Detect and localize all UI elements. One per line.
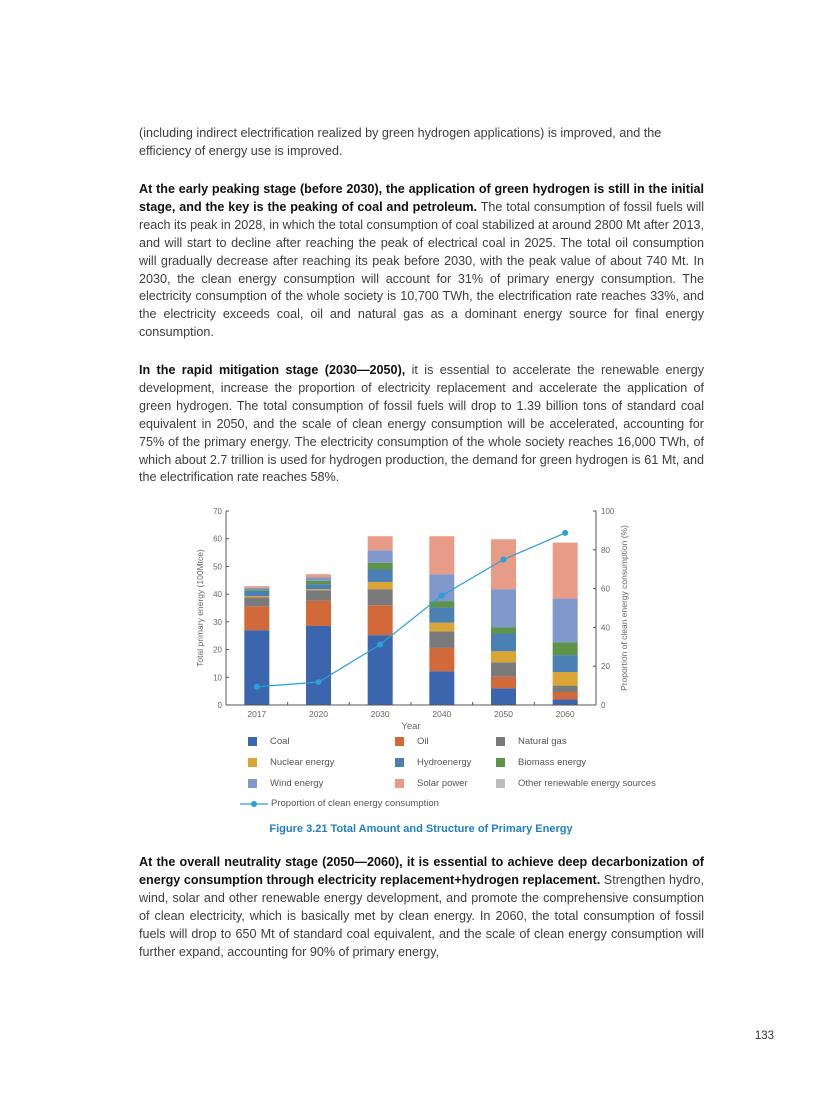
bar-segment-natural-gas	[429, 631, 454, 648]
line-data-point	[254, 684, 260, 690]
figure-caption: Figure 3.21 Total Amount and Structure of Primary Energy	[269, 823, 573, 835]
x-axis-label: Year	[401, 721, 421, 732]
bar-segment-solar-power	[553, 543, 578, 599]
clean-energy-proportion-line	[257, 533, 565, 687]
legend-swatch-icon	[248, 779, 257, 788]
right-axis-tick-label: 60	[601, 584, 610, 594]
x-axis-tick-label: 2060	[555, 709, 575, 719]
bar-segment-solar-power	[244, 586, 269, 588]
x-axis-tick-label: 2020	[309, 709, 328, 719]
left-axis-tick-label: 60	[213, 534, 222, 544]
right-axis-tick-label: 0	[601, 701, 606, 710]
paragraph-overall-neutrality-bold: At the overall neutrality stage (2050—2060), it is essential to achieve deep decarbonization of energy consumption through electricity replacement+hydrogen replacement.	[139, 855, 704, 887]
legend-label: Nuclear energy	[270, 757, 335, 768]
bar-segment-oil	[429, 648, 454, 671]
x-axis-tick-label: 2040	[432, 709, 452, 719]
left-axis-tick-label: 30	[213, 617, 222, 627]
legend-label: Wind energy	[270, 778, 324, 789]
legend-item-biomass-energy	[496, 757, 586, 768]
bar-segment-nuclear-energy	[306, 589, 331, 590]
paragraph-early-peaking-text: The total consumption of fossil fuels will reach its peak in 2028, in which the total consumption of coal stabilized at around 2800 Mt after 2013, and will start to decline after reaching the peak of electrical coal in 2025. The total oil consumption will gradually decrease after reaching its peak before 2030, with the peak value of about 740 Mt. In 2030, the clean energy consumption will account for 31% of primary energy consumption. The electricity consumption of the whole society is 10,700 TWh, the electrification rate reaches 33%, and the electricity exceeds coal, oil and natural gas as a dominant energy source for final energy consumption.	[139, 199, 705, 340]
line-marker-icon	[240, 799, 268, 809]
line-data-point	[316, 679, 322, 685]
bar-segment-wind-energy	[491, 589, 516, 627]
bar-segment-hydroenergy	[244, 591, 269, 596]
bar-segment-biomass-energy	[368, 563, 393, 570]
left-axis-tick-label: 70	[213, 507, 222, 516]
bar-segment-coal	[429, 671, 454, 705]
legend-item-nuclear-energy	[248, 757, 334, 768]
legend-swatch-icon	[395, 758, 404, 767]
bar-segment-nuclear-energy	[429, 623, 454, 632]
legend-item-other-renewable-energy-sources	[496, 778, 656, 789]
bar-segment-hydroenergy	[429, 607, 454, 622]
legend-label: Coal	[270, 736, 290, 747]
right-axis-tick-label: 40	[601, 623, 610, 633]
bar-segment-coal	[553, 699, 578, 705]
left-axis-tick-label: 40	[213, 590, 222, 600]
legend-swatch-icon	[395, 779, 404, 788]
line-data-point	[439, 593, 445, 599]
left-axis-tick-label: 0	[217, 701, 222, 710]
bar-segment-biomass-energy	[306, 581, 331, 584]
legend-swatch-icon	[248, 737, 257, 746]
legend-swatch-icon	[496, 758, 505, 767]
paragraph-early-peaking	[139, 181, 704, 342]
right-axis-tick-label: 20	[601, 662, 610, 672]
bar-segment-wind-energy	[553, 599, 578, 643]
legend-swatch-icon	[395, 737, 404, 746]
paragraph-intro-text: (including indirect electrification realized by green hydrogen applications) is improved, and the efficiency of energy use is improved.	[139, 126, 662, 158]
left-axis-tick-label: 20	[213, 645, 222, 655]
legend-item-solar-power	[395, 778, 468, 789]
legend-item-wind-energy	[248, 778, 323, 789]
legend-label: Natural gas	[518, 736, 567, 747]
x-axis-tick-label: 2030	[370, 709, 390, 719]
y2-axis-label: Proportion of clean energy consumption (%)	[619, 525, 629, 691]
y-axis-label: Total primary energy (100Mtce)	[195, 549, 205, 667]
bar-segment-nuclear-energy	[244, 596, 269, 597]
paragraph-overall-neutrality	[139, 854, 704, 961]
legend-label: Hydroenergy	[417, 757, 472, 768]
legend-swatch-icon	[496, 737, 505, 746]
bar-segment-oil	[491, 677, 516, 689]
line-data-point	[377, 641, 383, 647]
paragraph-rapid-mitigation-bold: In the rapid mitigation stage (2030—2050),	[139, 363, 406, 377]
bar-segment-wind-energy	[244, 588, 269, 590]
x-axis-tick-label: 2017	[247, 709, 267, 719]
bar-segment-coal	[491, 688, 516, 705]
paragraph-overall-neutrality-text: Strengthen hydro, wind, solar and other renewable energy development, and promote the comprehensive consumption of clean electricity, which is basically met by clean energy. In 2060, the total consumption of fossil fuels will drop to 650 Mt of standard coal equivalent, and the scale of clean energy consumption will further expand, accounting for 90% of primary energy,	[139, 872, 704, 959]
right-axis-tick-label: 100	[601, 507, 615, 516]
bar-segment-wind-energy	[368, 550, 393, 562]
legend-item-clean-energy-proportion	[240, 798, 439, 809]
right-axis-tick-label: 80	[601, 545, 610, 555]
left-axis-tick-label: 10	[213, 673, 222, 683]
legend-item-hydroenergy	[395, 757, 471, 768]
bar-segment-natural-gas	[306, 590, 331, 601]
bar-segment-biomass-energy	[491, 627, 516, 633]
bar-segment-natural-gas	[244, 597, 269, 606]
x-axis-tick-label: 2050	[494, 709, 513, 719]
bar-segment-natural-gas	[553, 686, 578, 692]
bar-segment-natural-gas	[368, 589, 393, 605]
bar-segment-nuclear-energy	[553, 672, 578, 686]
bar-segment-nuclear-energy	[491, 651, 516, 662]
legend-swatch-icon	[248, 758, 257, 767]
left-axis-tick-label: 50	[213, 562, 222, 572]
bar-segment-wind-energy	[306, 578, 331, 581]
line-data-point	[501, 557, 507, 563]
bar-segment-nuclear-energy	[368, 582, 393, 589]
bar-segment-solar-power	[306, 574, 331, 577]
bar-segment-oil	[553, 692, 578, 699]
bar-segment-coal	[306, 626, 331, 705]
paragraph-rapid-mitigation-text: it is essential to accelerate the renewable energy development, increase the proportion of electricity replacement and accelerate the application of green hydrogen. The total consumption of fossil fuels will drop to 1.39 billion tons of standard coal equivalent in 2050, and the scale of clean energy consumption will be accelerated, accounting for 75% of the primary energy. The electricity consumption of the whole society reaches 16,000 TWh, of which about 2.7 trillion is used for hydrogen production, the demand for green hydrogen is 61 Mt, and the electrification rate reaches 58%.	[139, 363, 704, 485]
paragraph-intro	[139, 125, 704, 161]
bar-segment-biomass-energy	[244, 589, 269, 590]
paragraph-early-peaking-bold: At the early peaking stage (before 2030), the application of green hydrogen is still in the initial stage, and the key is the peaking of coal and petroleum.	[139, 182, 704, 214]
bar-segment-oil	[368, 605, 393, 635]
bar-segment-natural-gas	[491, 662, 516, 676]
stacked-bar-chart	[185, 500, 645, 736]
bar-segment-hydroenergy	[553, 655, 578, 672]
bar-segment-coal	[244, 630, 269, 705]
paragraph-rapid-mitigation	[139, 362, 704, 487]
line-data-point	[562, 530, 568, 536]
legend-item-natural-gas	[496, 736, 567, 747]
legend-label: Other renewable energy sources	[518, 778, 656, 789]
legend-label: Biomass energy	[518, 757, 587, 768]
bar-segment-hydroenergy	[368, 569, 393, 581]
bar-segment-hydroenergy	[306, 584, 331, 589]
bar-segment-hydroenergy	[491, 633, 516, 651]
bar-segment-oil	[306, 601, 331, 626]
legend-item-oil	[395, 736, 429, 747]
bar-segment-solar-power	[368, 536, 393, 550]
legend-swatch-icon	[496, 779, 505, 788]
legend-item-coal	[248, 736, 290, 747]
legend-label: Oil	[417, 736, 429, 747]
legend-label: Solar power	[417, 778, 468, 789]
bar-segment-biomass-energy	[553, 642, 578, 655]
legend-label: Proportion of clean energy consumption	[271, 798, 439, 809]
bar-segment-oil	[244, 606, 269, 630]
page-number: 133	[754, 1030, 774, 1042]
bar-segment-solar-power	[429, 536, 454, 574]
